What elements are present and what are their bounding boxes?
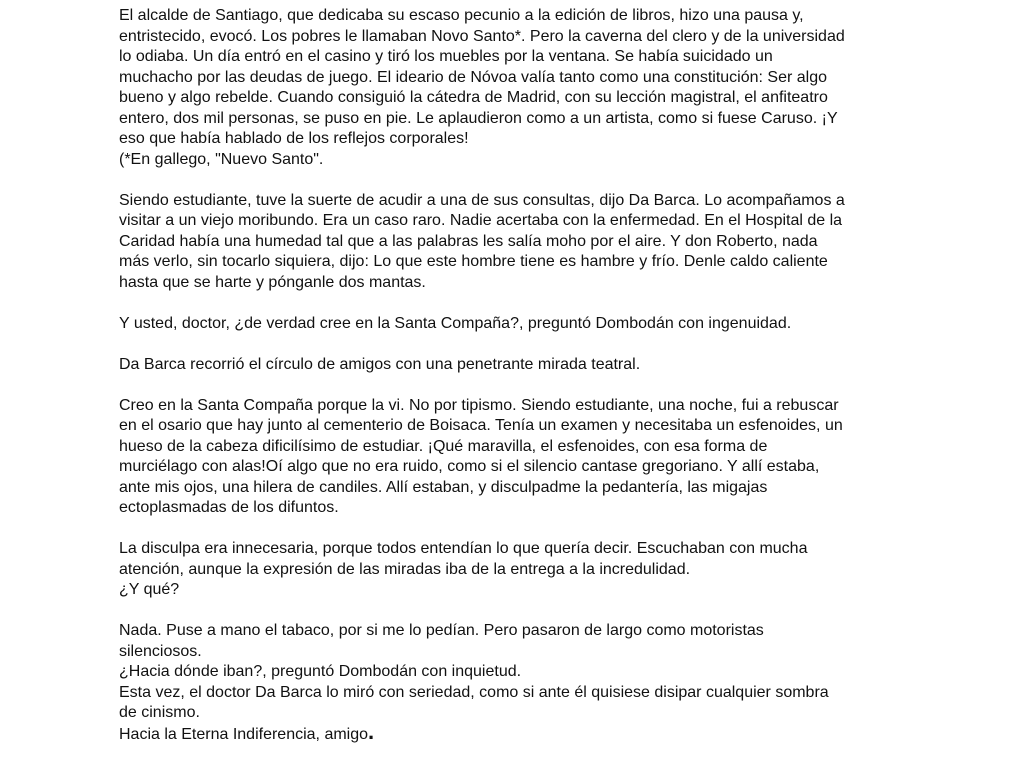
paragraph-gap [119, 293, 849, 314]
paragraph-gap [119, 601, 849, 622]
paragraph-osario: Creo en la Santa Compaña porque la vi. No por tipismo. Siendo estudiante, una noche, fui a rebuscar en el osario que hay junto al cementerio de Boisaca. Tenía un examen y necesitaba un esfenoides, un hueso de la cabeza dificilísimo de estudiar. ¡Qué maravilla, el esfenoides, con esa forma de murciélago con alas!Oí algo que no era ruido, como si el silencio cantase gregoriano. Y allí estaba, ante mis ojos, una hilera de candiles. Allí estaban, y disculpadme la pedantería, las migajas ectoplasmadas de los difuntos. [119, 396, 848, 516]
paragraph-consultas: Siendo estudiante, tuve la suerte de acudir a una de sus consultas, dijo Da Barca. Lo acompañamos a visitar a un viejo moribundo. Era un caso raro. Nadie acertaba con la enfermedad. En el Hospital de la Caridad había una humedad tal que a las palabras les salía moho por el aire. Y don Roberto, nada más verlo, sin tocarlo siquiera, dijo: Lo que este hombre tiene es hambre y frío. Denle caldo caliente hasta que se harte y pónganle dos mantas. [119, 191, 850, 291]
closing-line-text: Hacia la Eterna Indiferencia, amigo [119, 725, 369, 743]
paragraph-pregunta-santa-compana: Y usted, doctor, ¿de verdad cree en la Santa Compaña?, preguntó Dombodán con ingenuidad. [119, 314, 792, 332]
closing-period: . [368, 718, 375, 744]
paragraph-mirada-teatral: Da Barca recorrió el círculo de amigos con una penetrante mirada teatral. [119, 355, 641, 373]
paragraph-gap [119, 519, 849, 540]
paragraph-gap [119, 170, 849, 191]
paragraph-tabaco: Nada. Puse a mano el tabaco, por si me lo pedían. Pero pasaron de largo como motoristas silenciosos. [119, 622, 769, 660]
paragraph-seriedad: Esta vez, el doctor Da Barca lo miró con seriedad, como si ante él quisiese disipar cualquier sombra de cinismo. [119, 683, 834, 721]
text-body [119, 6, 849, 745]
paragraph-gap [119, 334, 849, 355]
paragraph-disculpa: La disculpa era innecesaria, porque todos entendían lo que quería decir. Escuchaban con mucha atención, aunque la expresión de las miradas iba de la entrega a la incredulidad. [119, 540, 812, 578]
closing-line [119, 718, 849, 746]
line-y-que: ¿Y qué? [119, 581, 180, 598]
line-hacia-donde: ¿Hacia dónde iban?, preguntó Dombodán con inquietud. [119, 663, 522, 680]
paragraph-nova-santo: El alcalde de Santiago, que dedicaba su escaso pecunio a la edición de libros, hizo una pausa y, entristecido, evocó. Los pobres le llamaban Novo Santo*. Pero la caverna del clero y de la universidad lo odiaba. Un día entró en el casino y tiró los muebles por la ventana. Se había suicidado un muchacho por las deudas de juego. El ideario de Nóvoa valía tanto como una constitución: Ser algo bueno y algo rebelde. Cuando consiguió la cátedra de Madrid, con su lección magistral, el anfiteatro entero, dos mil personas, se puso en pie. Le aplaudieron como a un artista, como si fuese Caruso. ¡Y eso que había hablado de los reflejos corporales! [119, 7, 850, 147]
footnote: (*En gallego, "Nuevo Santo". [119, 150, 324, 168]
paragraph-gap [119, 375, 849, 396]
